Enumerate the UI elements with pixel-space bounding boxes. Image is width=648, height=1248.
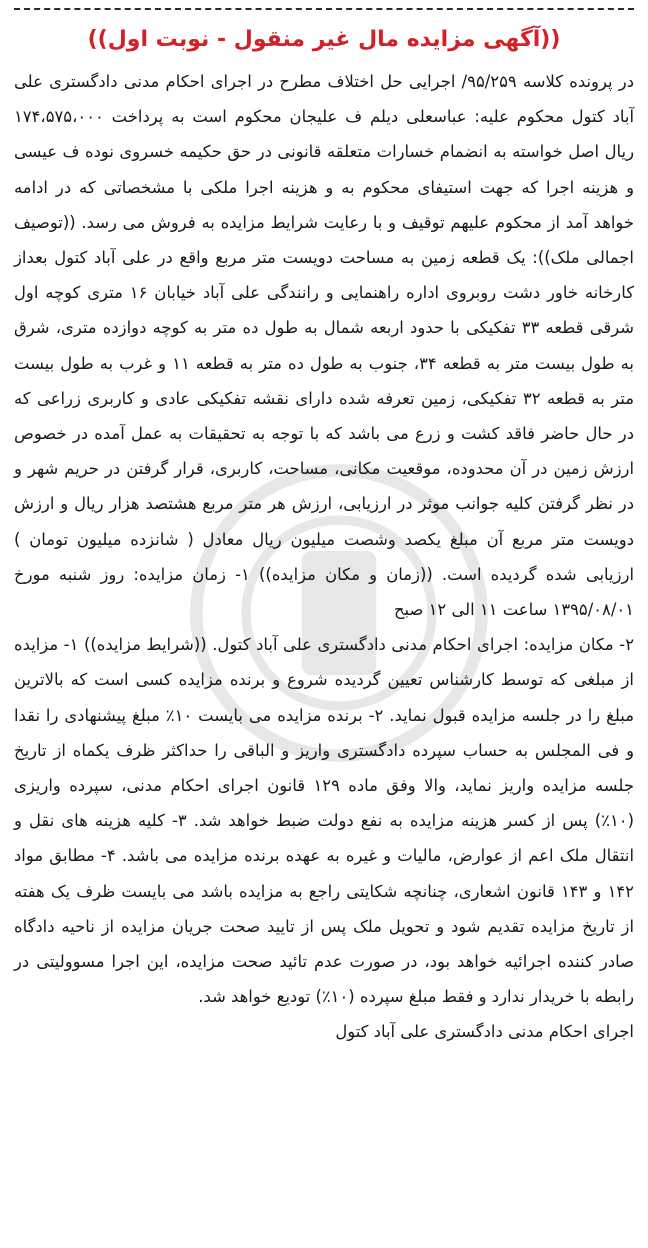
notice-paragraph-conditions: ۲- مکان مزایده: اجرای احکام مدنی دادگستری علی آباد کتول. ((شرایط مزایده)) ۱- مزایده از مبلغی که توسط کارشناس تعیین گردیده شروع و برنده مزایده کسی است که بالاترین مبلغ را در جلسه مزایده قبول نماید. ۲- برنده مزایده می بایست ۱۰٪ مبلغ پیشنهادی را نقدا و فی المجلس به حساب سپرده دادگستری واریز و الباقی را حداکثر ظرف یکماه از تاریخ جلسه مزایده واریز نماید، والا وفق ماده ۱۲۹ قانون اجرای احکام مدنی، سپرده واریزی (۱۰٪) پس از کسر هزینه مزایده به نفع دولت ضبط خواهد شد. ۳- کلیه هزینه های نقل و انتقال ملک اعم از عوارض، مالیات و غیره به عهده برنده مزایده می باشد. ۴- مطابق مواد ۱۴۲ و ۱۴۳ قانون اشعاری، چنانچه شکایتی راجع به مزایده باشد می بایست ظرف یک هفته از تاریخ مزایده تقدیم شود و تحویل ملک پس از تایید صحت جریان مزایده از ناحیه دادگاه صادر کننده اجرائیه خواهد بود، در صورت عدم تائید صحت مزایده، این اجرا مسوولیتی در رابطه با خریدار ندارد و فقط مبلغ سپرده (۱۰٪) تودیع خواهد شد.	[14, 635, 635, 1007]
notice-signature: اجرای احکام مدنی دادگستری علی آباد کتول	[335, 1022, 634, 1042]
top-divider	[14, 8, 634, 10]
notice-paragraph-intro: در پرونده کلاسه ۹۵/۲۵۹/ اجرایی حل اختلاف مطرح در اجرای احکام مدنی دادگستری علی آباد کتول محکوم علیه: عباسعلی دیلم ف علیجان محکوم است به پرداخت ۱۷۴،۵۷۵،۰۰۰ ریال اصل خواسته به انضمام خسارات متعلقه قانونی در حق حکیمه خسروی نوده ف عیسی و هزینه اجرا که جهت استیفای محکوم به و هزینه اجرا ملکی با مشخصاتی که در ادامه خواهد آمد از محکوم علیهم توقیف و با رعایت شرایط مزایده به فروش می رسد. ((توصیف اجمالی ملک)): یک قطعه زمین به مساحت دویست متر مربع واقع در علی آباد کتول بعداز کارخانه خاور دشت روبروی اداره راهنمایی و رانندگی علی آباد خیابان ۱۶ متری کوچه اول شرقی قطعه ۳۳ تفکیکی با حدود اربعه شمال به طول ده متر به کوچه دوازده متری، شرق به طول بیست متر به قطعه ۳۴، جنوب به طول ده متر به قطعه ۱۱ و غرب به طول بیست متر به قطعه ۳۲ تفکیکی، زمین تعرفه شده دارای نقشه تفکیکی عادی و کاربری زراعی که در حال حاضر فاقد کشت و زرع می باشد که با توجه به تحقیقات به عمل آمده در خصوص ارزش زمین در آن محدوده، موقعیت مکانی، مساحت، کاربری، قرار گرفتن در حریم شهر و در نظر گرفتن کلیه جوانب موثر در ارزیابی، ارزش هر متر مربع هشتصد هزار ریال و ارزش دویست متر مربع آن مبلغ یکصد وشصت میلیون ریال معادل ( شانزده میلیون تومان ) ارزیابی شده گردیده است. ((زمان و مکان مزایده)) ۱- زمان مزایده: روز شنبه مورخ ۱۳۹۵/۰۸/۰۱ ساعت ۱۱ الی ۱۲ صبح	[14, 72, 635, 620]
notice-body	[14, 64, 634, 1050]
auction-notice	[14, 18, 634, 1242]
notice-title: ((آگهی مزایده مال غیر منقول - نوبت اول))	[87, 27, 561, 52]
